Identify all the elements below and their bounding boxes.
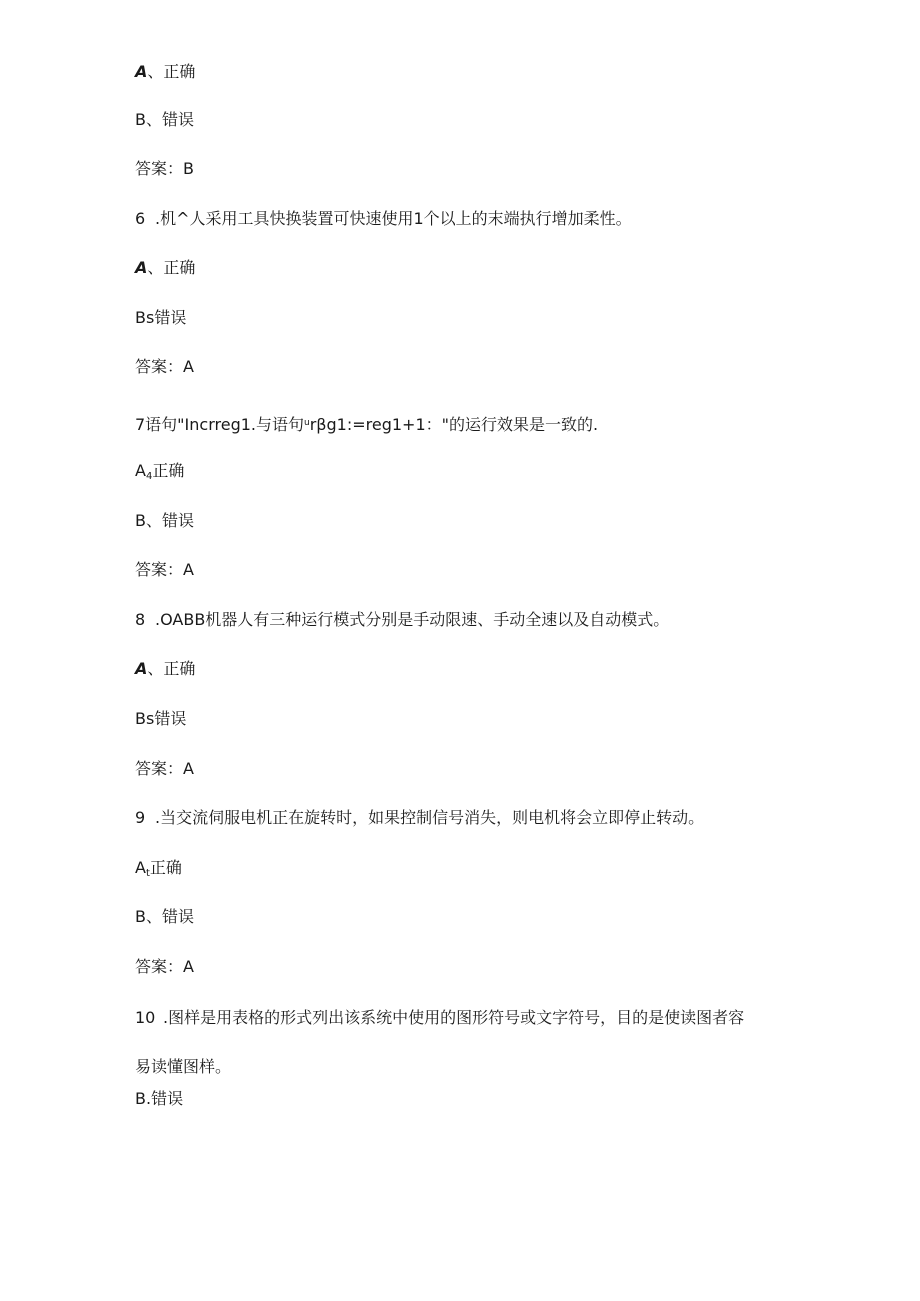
question-number: 9: [135, 808, 146, 827]
option-a-correct: [135, 258, 195, 278]
option-b-wrong: B.错误: [135, 1089, 184, 1108]
option-letter-sub: 4: [145, 471, 153, 482]
question-6: [135, 209, 632, 229]
answer-line: 答案：A: [135, 357, 194, 376]
question-9: [135, 808, 704, 828]
option-text: 、正确: [147, 62, 196, 81]
answer-line: 答案：B: [135, 159, 194, 178]
answer-line: 答案：A: [135, 759, 194, 778]
question-text-part1: 7语句"Incrreg1.与语句: [135, 415, 304, 434]
question-text-sup: u: [304, 418, 310, 428]
option-a-correct: [135, 461, 184, 487]
question-text-part2: rβg1:=reg1+1："的运行效果是一致的.: [309, 415, 599, 434]
answer-line: 答案：A: [135, 560, 194, 579]
answer-line: 答案：A: [135, 957, 194, 976]
option-letter-sub: t: [145, 868, 150, 879]
option-a-correct: [135, 659, 195, 679]
option-b-wrong: B、错误: [135, 511, 194, 530]
question-8: [135, 610, 669, 630]
option-text: 正确: [149, 858, 182, 877]
question-text: .机^人采用工具快换装置可快速使用1个以上的末端执行增加柔性。: [155, 209, 632, 228]
question-text: .图样是用表格的形式列出该系统中使用的图形符号或文字符号，目的是使读图者容: [163, 1008, 745, 1027]
option-text: 、正确: [147, 258, 196, 277]
question-text: .当交流伺服电机正在旋转时，如果控制信号消失，则电机将会立即停止转动。: [155, 808, 705, 827]
option-b-wrong: B、错误: [135, 110, 194, 129]
option-letter: A: [135, 258, 148, 277]
question-number: 8: [135, 610, 146, 629]
question-number: 10: [135, 1008, 156, 1027]
option-b-wrong: B、错误: [135, 907, 194, 926]
question-7: [135, 413, 598, 435]
question-text: .OABB机器人有三种运行模式分别是手动限速、手动全速以及自动模式。: [155, 610, 670, 629]
option-letter: A: [135, 659, 148, 678]
option-a-correct: [135, 62, 195, 82]
option-text: 、正确: [147, 659, 196, 678]
question-number: 6: [135, 209, 146, 228]
option-a-correct: [135, 858, 182, 884]
option-letter: A: [135, 62, 148, 81]
question-10-continued: 易读懂图样。: [135, 1057, 232, 1076]
option-letter: A: [135, 858, 146, 877]
option-b-wrong: Bs错误: [135, 709, 187, 728]
option-text: 正确: [152, 461, 185, 480]
question-10: [135, 1008, 744, 1028]
option-letter: A: [135, 461, 146, 480]
option-b-wrong: Bs错误: [135, 308, 187, 327]
